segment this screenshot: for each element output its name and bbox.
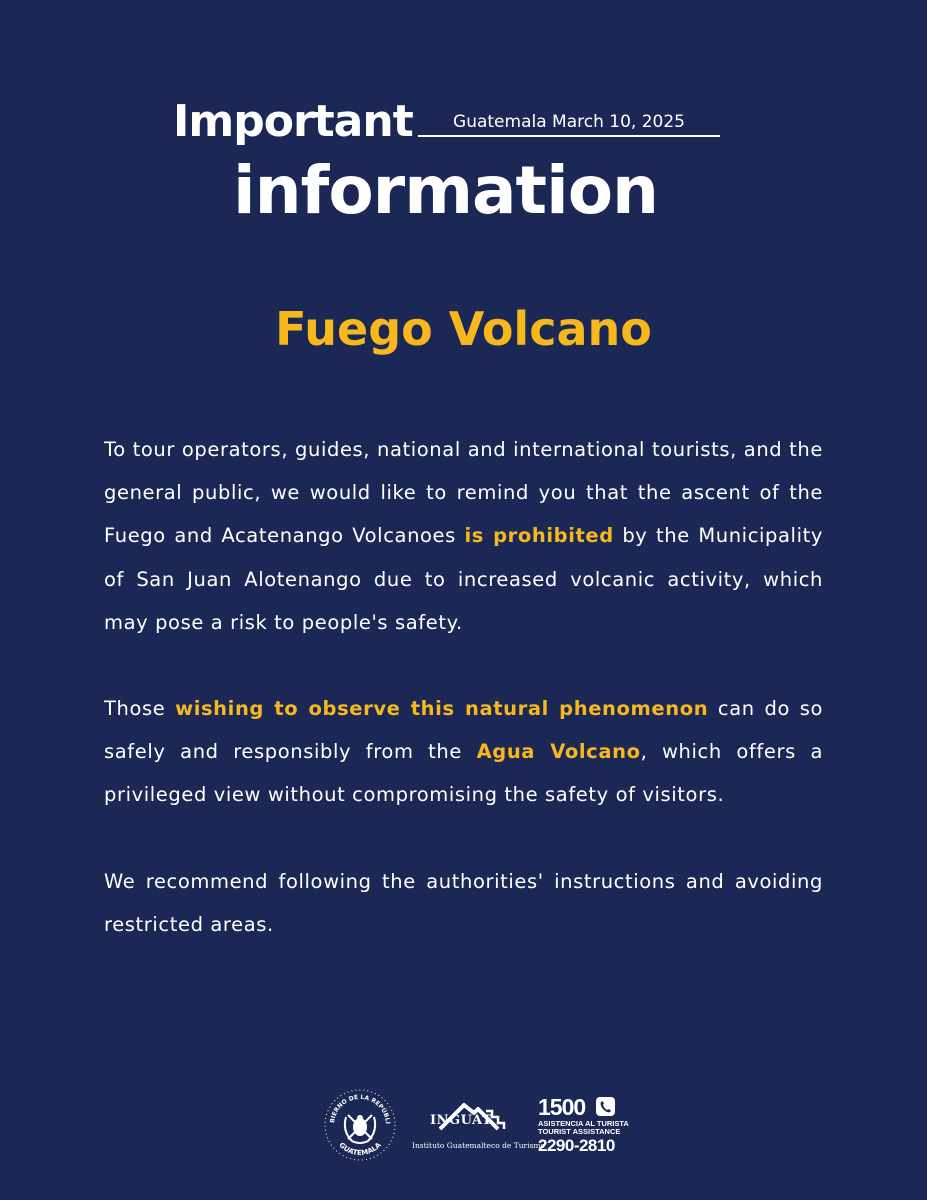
assist-line-es: ASISTENCIA AL TURISTA — [538, 1119, 629, 1128]
seal-text-bottom: GUATEMALA — [337, 1141, 383, 1158]
title-important: Important — [173, 96, 413, 147]
title-information: information — [233, 152, 659, 229]
paragraph — [104, 860, 823, 946]
svg-text:GOBIERNO DE LA REPÚBLICA — [322, 1087, 391, 1124]
body-text — [104, 428, 823, 989]
highlighted-text: is prohibited — [464, 524, 614, 548]
highlighted-text: Agua Volcano — [476, 740, 641, 764]
paragraph-text: Those — [104, 697, 176, 721]
subtitle: Fuego Volcano — [275, 302, 652, 356]
phone-icon — [596, 1097, 615, 1116]
highlighted-text: wishing to observe this natural phenomenon — [175, 697, 709, 721]
assist-number: 1500 — [538, 1094, 586, 1120]
paragraph — [104, 428, 823, 644]
assist-phone: 2290-2810 — [538, 1136, 615, 1155]
assist-line-en: TOURIST ASSISTANCE — [538, 1127, 621, 1136]
government-seal-icon — [322, 1087, 398, 1163]
paragraph — [104, 687, 823, 817]
tourist-assistance-logo — [538, 1094, 629, 1161]
header — [0, 0, 927, 260]
footer-logos — [0, 1085, 927, 1165]
seal-text-top: BIERNO DE LA REPÚBLI — [329, 1093, 391, 1125]
inguat-name: Instituto Guatemalteco de Turismo — [412, 1141, 546, 1150]
paragraph-text: We recommend following the authorities' instructions and avoiding restricted areas. — [104, 869, 823, 936]
date-label: Guatemala March 10, 2025 — [418, 111, 720, 137]
inguat-wordmark: INGUAT — [430, 1113, 493, 1128]
paragraph-text: can do so safely and responsibly from the — [104, 697, 823, 764]
paragraph-text: by the Municipality of San Juan Alotenango due to increased volcanic activity, which may pose a risk to people's safety. — [104, 524, 823, 634]
paragraph-text: , which offers a privileged view without compromising the safety of visitors. — [104, 740, 823, 807]
inguat-logo — [412, 1099, 546, 1155]
paragraph-text: To tour operators, guides, national and international tourists, and the general public, we would like to remind you that the ascent of the Fuego and Acatenango Volcanoes — [104, 438, 823, 548]
